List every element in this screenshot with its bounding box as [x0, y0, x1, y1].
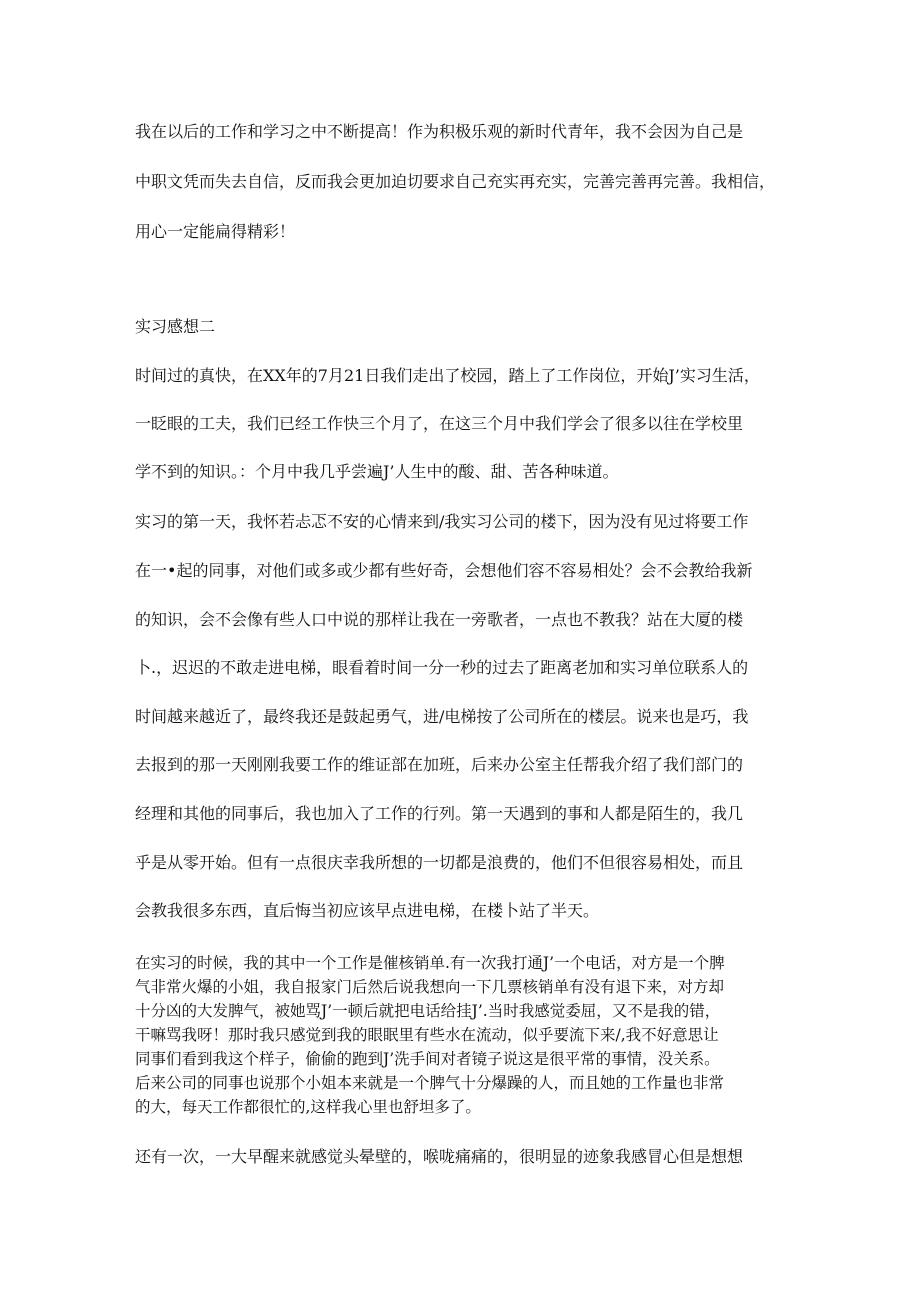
- text-line: 学不到的知识。：个月中我几乎尝遍J’人生中的酸、甜、苦各种味道。: [135, 462, 619, 481]
- text-line: 去报到的那一天刚刚我要工作的维证部在加班，后来办公室主任帮我介绍了我们部门的: [135, 755, 744, 774]
- text-line: 干嘛骂我呀！那时我只感觉到我的眼眠里有些水在流动，似乎要流下来/,我不好意思让: [135, 1026, 719, 1044]
- text-line: 气非常火爆的小姐，我自报家门后然后说我想向一下几票核销单有没有退下来，对方却: [135, 978, 725, 996]
- text-line: 在一•起的同事，对他们或多或少都有些好奇，会想他们容不容易相处？会不会教给我新: [135, 561, 753, 580]
- text-line: 经理和其他的同事后，我也加入了工作的行列。第一天遇到的事和人都是陌生的，我几: [135, 804, 744, 823]
- text-line: 后来公司的同事也说那个小姐本来就是一个脾气十分爆躁的人，而且她的工作量也非常: [135, 1074, 725, 1092]
- text-line: 会教我很多东西，直后悔当初应该早点进电梯，在楼卜站了半天。: [135, 901, 600, 920]
- text-line: 的知识，会不会像有些人口中说的那样让我在一旁歌者，一点也不教我？站在大厦的楼: [135, 610, 744, 629]
- text-line: 还有一次，一大早醒来就感觉头晕壁的，喉咙痛痛的，很明显的迹象我感冒心但是想想: [135, 1147, 744, 1166]
- text-line: 卜.，迟迟的不敢走进电梯，眼看着时间一分一秒的过去了距离老加和实习单位联系人的: [135, 658, 749, 677]
- section-title: 实习感想二: [135, 317, 216, 336]
- text-line: 我在以后的工作和学习之中不断提高！作为积极乐观的新时代青年，我不会因为自己是: [135, 122, 744, 141]
- text-line: 同事们看到我这个样子，偷偷的跑到J’洗手间对者镜子说这是很平常的事情，没关系。: [135, 1050, 720, 1068]
- text-line: 用心一定能扁得精彩！: [135, 222, 296, 241]
- text-line: 时间过的真快，在XX年的7月21日我们走出了校园，踏上了工作岗位，开始J’实习生活，: [135, 366, 760, 385]
- text-line: 在实习的时候，我的其中一个工作是催核销单.有一次我打通J’一个电话，对方是一个脾: [135, 954, 725, 972]
- text-line: 实习的第一天，我怀若忐忑不安的心情来到/我实习公司的楼下，因为没有见过将要工作: [135, 512, 749, 531]
- text-line: 中职文凭而失去自信，反而我会更加迫切要求自己充实再充实，完善完善再完善。我相信，: [135, 172, 776, 191]
- text-line: 十分凶的大发脾气，被她骂J’一顿后就把电话给挂J’.当时我感觉委屈，又不是我的错，: [135, 1002, 721, 1020]
- text-line: 时间越来越近了，最终我还是鼓起勇气，进/电梯按了公司所在的楼层。说来也是巧，我: [135, 707, 749, 726]
- text-line: 的大，每天工作都很忙的,这样我心里也舒坦多了。: [135, 1098, 481, 1116]
- text-line: 一眨眼的工夫，我们已经工作快三个月了，在这三个月中我们学会了很多以往在学校里: [135, 414, 744, 433]
- text-line: 乎是从零开始。但有一点很庆幸我所想的一切都是浪费的，他们不但很容易相处，而且: [135, 853, 744, 872]
